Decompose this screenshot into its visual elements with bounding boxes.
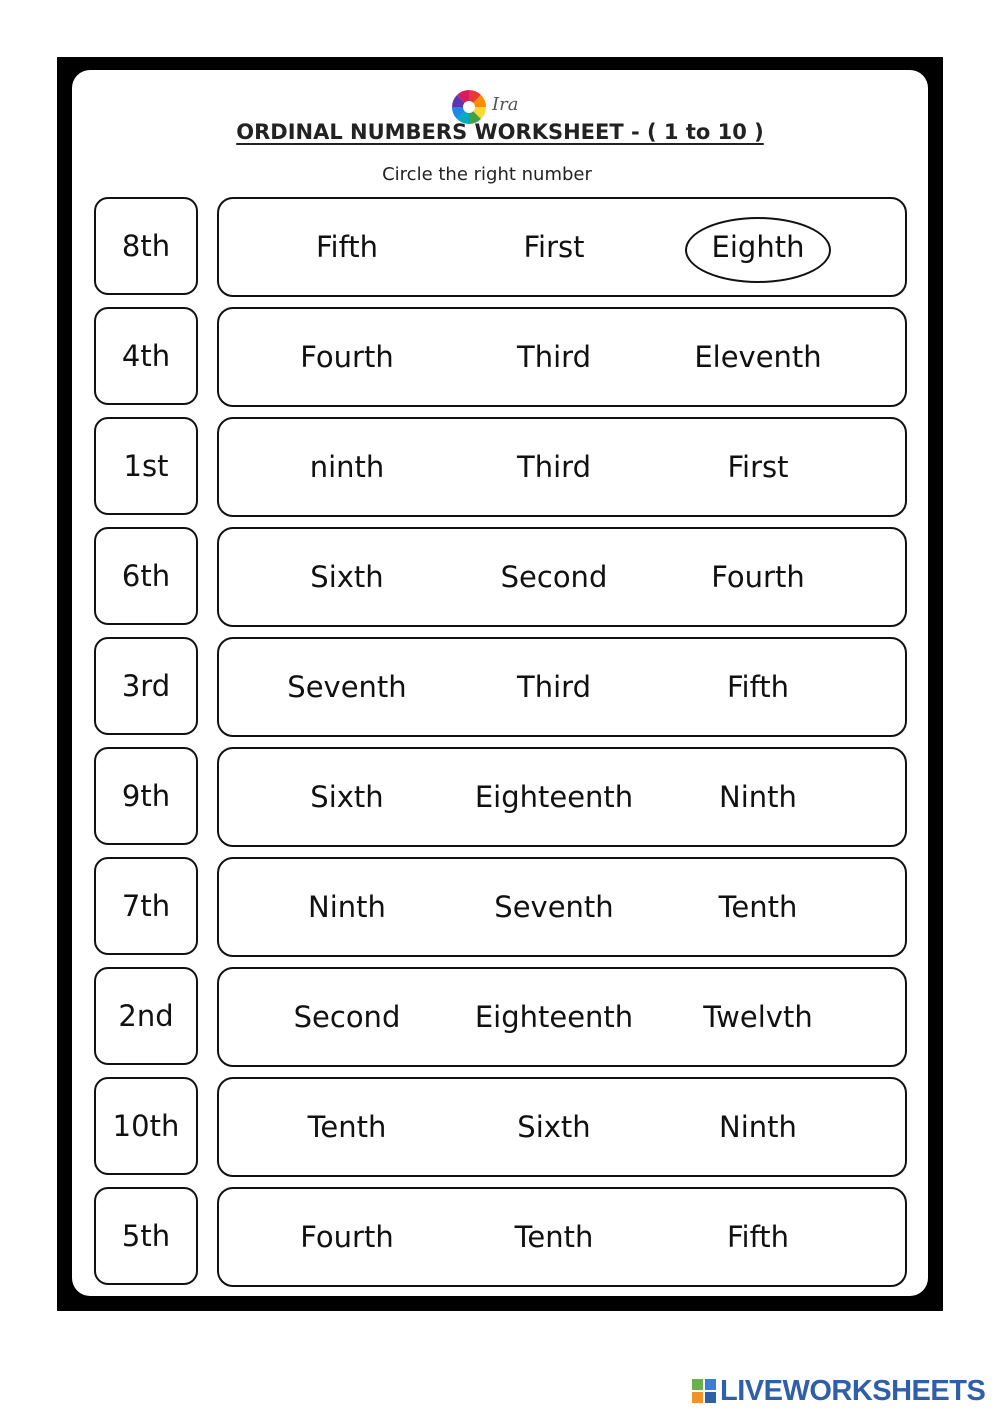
answer-option[interactable]: ninth [309,450,385,484]
answer-option[interactable]: Second [293,1000,401,1034]
answer-option[interactable]: First [523,230,585,264]
answer-option[interactable]: Tenth [307,1110,387,1144]
options-box [217,197,907,297]
ordinal-number-box: 7th [94,857,198,955]
answer-option[interactable]: Eighth [711,230,805,264]
question-row [72,417,928,521]
answer-option[interactable]: Fourth [300,1220,394,1254]
answer-option[interactable]: Tenth [718,890,798,924]
options-box [217,527,907,627]
worksheet-sheet [72,70,928,1296]
question-row [72,967,928,1071]
question-row [72,857,928,961]
answer-option[interactable]: Sixth [517,1110,591,1144]
options-box [217,307,907,407]
question-row [72,1077,928,1181]
page-title-text: ORDINAL NUMBERS WORKSHEET - ( 1 to 10 ) [236,120,764,144]
options-box [217,637,907,737]
ordinal-number-box: 6th [94,527,198,625]
answer-option[interactable]: Seventh [287,670,407,704]
question-row [72,197,928,301]
answer-option[interactable]: Fourth [711,560,805,594]
question-row [72,747,928,851]
options-box [217,1077,907,1177]
answer-option[interactable]: Tenth [514,1220,594,1254]
page-title [72,120,928,144]
answer-option[interactable]: Eleventh [694,340,822,374]
question-row [72,1187,928,1291]
ordinal-number-box: 8th [94,197,198,295]
brand-footer [692,1374,985,1408]
answer-option[interactable]: Ninth [308,890,386,924]
answer-option[interactable]: Ninth [719,1110,797,1144]
ordinal-number-box: 3rd [94,637,198,735]
ordinal-number-box: 2nd [94,967,198,1065]
answer-option[interactable]: Eighteenth [474,780,634,814]
answer-option[interactable]: Sixth [310,780,384,814]
options-box [217,747,907,847]
worksheet-frame [57,57,943,1311]
options-box [217,967,907,1067]
instruction-text: Circle the right number [382,164,592,185]
ordinal-number-box: 10th [94,1077,198,1175]
answer-option[interactable]: Second [500,560,608,594]
answer-option[interactable]: Fourth [300,340,394,374]
answer-option[interactable]: Sixth [310,560,384,594]
answer-option[interactable]: First [727,450,789,484]
answer-option[interactable]: Third [517,340,591,374]
answer-option[interactable]: Fifth [315,230,379,264]
ordinal-number-box: 9th [94,747,198,845]
answer-option[interactable]: Fifth [726,670,790,704]
ordinal-number-box: 4th [94,307,198,405]
answer-option[interactable]: Twelvth [703,1000,813,1034]
question-row [72,307,928,411]
options-box [217,417,907,517]
logo-text: Ira [492,94,519,115]
question-row [72,637,928,741]
ordinal-number-box: 1st [94,417,198,515]
answer-option[interactable]: Third [517,670,591,704]
answer-option[interactable]: Eighteenth [474,1000,634,1034]
options-box [217,1187,907,1287]
ordinal-number-box: 5th [94,1187,198,1285]
question-row [72,527,928,631]
answer-option[interactable]: Seventh [494,890,614,924]
answer-option[interactable]: Fifth [726,1220,790,1254]
options-box [217,857,907,957]
answer-option[interactable]: Ninth [719,780,797,814]
brand-name: LIVEWORKSHEETS [720,1374,986,1407]
answer-option[interactable]: Third [517,450,591,484]
brand-logo-icon [692,1379,716,1403]
